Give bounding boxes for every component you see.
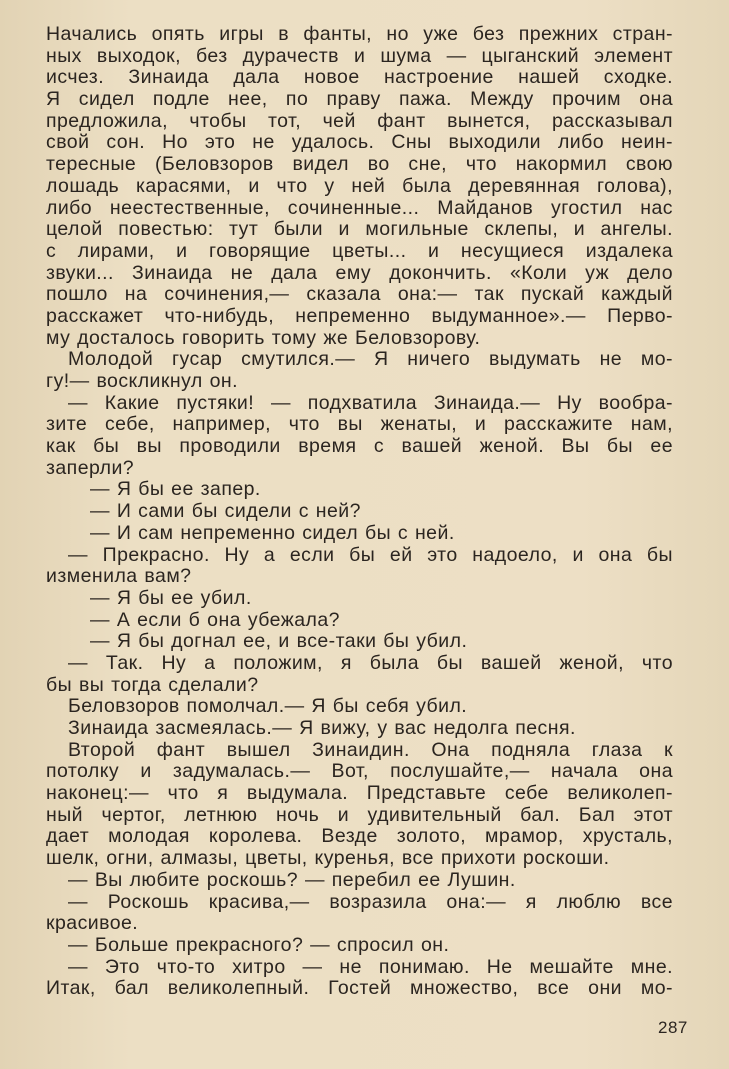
text-line: му досталось говорить тому же Беловзорову. <box>46 326 481 349</box>
text-line: — Так. Ну а положим, я была бы вашей женой, что <box>68 651 673 674</box>
text-line: — Больше прекрасного? — спросил он. <box>68 933 450 956</box>
text-line: красивое. <box>46 912 139 935</box>
text-line: Итак, бал великолепный. Гостей множество, все они мо- <box>46 977 673 1000</box>
text-line: целой повестью: тут были и могильные склепы, и ангелы. <box>46 218 673 241</box>
text-line: тересные (Беловзоров видел во сне, что накормил свою <box>46 153 673 176</box>
text-line: Второй фант вышел Зинаидин. Она подняла глаза к <box>68 738 673 761</box>
text-line: — Вы любите роскошь? — перебил ее Лушин. <box>68 868 516 891</box>
text-line: — Прекрасно. Ну а если бы ей это надоело, и она бы <box>68 543 673 566</box>
text-line: свой сон. Но это не удалось. Сны выходили либо неин- <box>46 131 673 154</box>
text-line: заперли? <box>46 456 135 479</box>
text-line: — А если б она убежала? <box>90 608 340 631</box>
text-line: Я сидел подле нее, по праву пажа. Между прочим она <box>46 88 673 111</box>
text-line: лошадь карасями, и что у ней была деревянная голова), <box>46 174 673 197</box>
text-line: ных выходок, без дурачеств и шума — цыганский элемент <box>46 44 673 67</box>
text-line: ный чертог, летнюю ночь и удивительный бал. Бал этот <box>46 803 673 826</box>
text-line: изменила вам? <box>46 565 192 588</box>
text-line: зите себе, например, что вы женаты, и расскажите нам, <box>46 413 673 436</box>
text-line: — И сам непременно сидел бы с ней. <box>90 521 455 544</box>
text-line: Беловзоров помолчал.— Я бы себя убил. <box>68 695 468 718</box>
text-line: либо неестественные, сочиненные... Майданов угостил нас <box>46 196 673 219</box>
text-line: с лирами, и говорящие цветы... и несущиеся издалека <box>46 239 673 262</box>
page-number: 287 <box>658 1018 688 1037</box>
text-line: звуки... Зинаида не дала ему докончить. «Коли уж дело <box>46 261 673 284</box>
text-line: Зинаида засмеялась.— Я вижу, у вас недолга песня. <box>68 717 576 739</box>
text-line: — И сами бы сидели с ней? <box>90 500 361 523</box>
text-line: — Это что-то хитро — не понимаю. Не мешайте мне. <box>68 955 673 978</box>
text-line: шелк, огни, алмазы, цветы, куренья, все прихоти роскоши. <box>46 847 610 870</box>
text-line: — Я бы догнал ее, и все-таки бы убил. <box>90 630 468 653</box>
text-line: — Я бы ее запер. <box>90 478 261 501</box>
text-line: — Я бы ее убил. <box>90 586 252 609</box>
text-line: наконец:— что я выдумала. Представьте себе великолеп- <box>46 782 673 805</box>
text-line: расскажет что-нибудь, непременно выдуманное».— Перво- <box>46 304 673 327</box>
text-line: — Роскошь красива,— возразила она:— я люблю все <box>68 890 673 913</box>
text-line: Начались опять игры в фанты, но уже без прежних стран- <box>46 23 673 45</box>
text-line: пошло на сочинения,— сказала она:— так пускай каждый <box>46 283 673 306</box>
text-line: бы вы тогда сделали? <box>46 673 259 696</box>
page-text-block <box>46 24 673 1000</box>
text-line: гу!— воскликнул он. <box>46 370 238 392</box>
text-line: Молодой гусар смутился.— Я ничего выдумать не мо- <box>68 348 673 371</box>
text-line: предложила, чтобы тот, чей фант вынется, рассказывал <box>46 109 673 132</box>
text-line: потолку и задумалась.— Вот, послушайте,— начала она <box>46 760 673 783</box>
text-line: как бы вы проводили время с вашей женой. Вы бы ее <box>46 435 673 458</box>
text-line: исчез. Зинаида дала новое настроение нашей сходке. <box>46 66 673 89</box>
text-line: — Какие пустяки! — подхватила Зинаида.— Ну вообра- <box>68 391 673 414</box>
text-line: дает молодая королева. Везде золото, мрамор, хрусталь, <box>46 825 673 848</box>
